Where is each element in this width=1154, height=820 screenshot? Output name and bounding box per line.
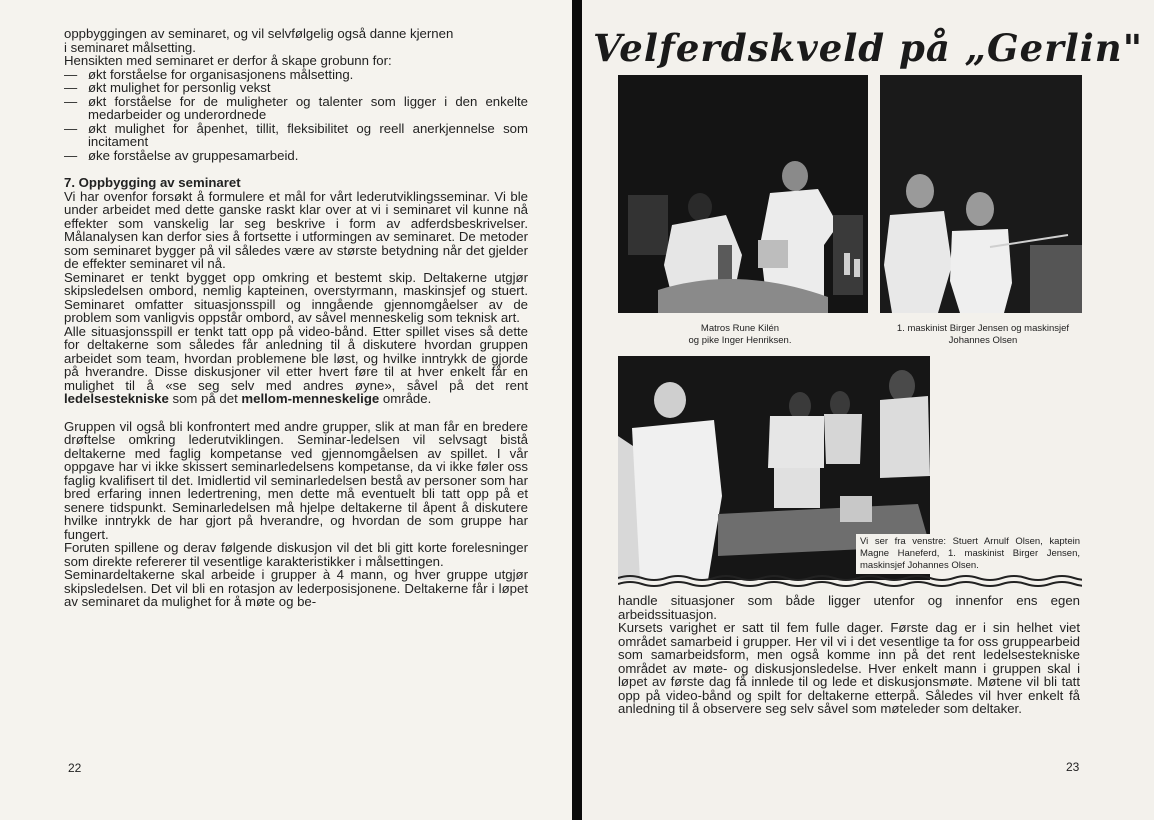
photo3-caption: Vi ser fra venstre: Stuert Arnulf Olsen, kaptein Magne Haneferd, 1. maskinist Birger Jensen, maskinsjef Johannes Olsen. — [856, 534, 1084, 574]
right-text-column — [618, 594, 1080, 716]
bullet-item: — økt mulighet for åpenhet, tillit, fleksibilitet og reell anerkjennelse som incitament — [64, 120, 528, 149]
page-number: 23 — [1066, 760, 1080, 774]
page-number: 22 — [68, 761, 82, 775]
paragraph: Kursets varighet er satt til fem fulle dager. Første dag er i sin helhet viet området samarbeid i grupper. Her vil vi i det vesentlige ta for oss gruppearbeid som samarbeidsform, men også komme inn på det rent ledelsestekniske området av møte- og diskusjonsledelse. Hver enkelt mann i gruppen skal i løpet av første dag få innlede til og lede et diskusjonsmøte. Møtene vil bli tatt opp på video-bånd og spilt for deltakerne etterpå. Således vil hver enkelt få anledning til å observere seg selv såvel som møteleder som deltaker. — [618, 620, 1080, 716]
bullet-item: — økt mulighet for personlig vekst — [64, 80, 271, 95]
paragraph: handle situasjoner som både ligger utenfor og innenfor ens egen arbeidssituasjon. — [618, 593, 1080, 622]
left-page — [0, 0, 572, 820]
photo-jensen-olsen — [880, 75, 1082, 313]
bullet-item: — økt forståelse for de muligheter og talenter som ligger i den enkelte medarbeider og underordnede — [64, 93, 528, 122]
bullet-item: — økt forståelse for organisasjonens målsetting. — [64, 66, 354, 82]
paragraph: Vi har ovenfor forsøkt å formulere et mål for vårt lederutviklingsseminar. Vi ble under arbeidet med dette ganske raskt klar over at vi i seminaret vil kunne nå effekter som vanskelig lar seg beskrive i form av adferdsbeskrivelser. Målanalysen kan derfor sies å fortsette i utformingen av seminaret. De metoder som seminaret bygger på vil således være av største betydning når det gjelder de effekter seminaret vil nå. — [64, 188, 528, 271]
book-gutter — [572, 0, 582, 820]
left-text-column — [64, 27, 528, 609]
bullet-item: — øke forståelse av gruppesamarbeid. — [64, 147, 299, 163]
paragraph: Seminardeltakerne skal arbeide i grupper à 4 mann, og hver gruppe utgjør skipsledelsen. Det vil bli en rotasjon av lederposisjonene. Deltakerne får i løpet av seminaret da mulighet for å møte og be- — [64, 567, 528, 609]
photo2-caption: 1. maskinist Birger Jensen og maskinsjef Johannes Olsen — [896, 323, 1070, 346]
paragraph: Seminaret er tenkt bygget opp omkring et bestemt skip. Deltakerne utgjør skipsledelsen ombord, nemlig kapteinen, overstyrmann, maskinsjef og stuert. Seminaret omfatter situasjonsspill og inngående gjennomgåelser av de problem som vanligvis oppstår ombord, av såvel menneskelig som teknisk art. — [64, 269, 528, 325]
intro-line: Hensikten med seminaret er derfor å skape grobunn for: — [64, 53, 392, 68]
photo1-caption: Matros Rune Kilén og pike Inger Henriksen. — [688, 323, 792, 346]
photo-kilen-henriksen — [618, 75, 868, 313]
paragraph: Alle situasjonsspill er tenkt tatt opp på video-bånd. Etter spillet vises så dette for deltakerne som således får anledning til å diskutere hvordan gruppen arbeidet som team, hvordan problemene ble løst, og hvilke inntrykk de gjorde på hverandre. Disse diskusjoner vil etter hvert føre til at hver enkelt får en mulighet til å «se seg selv med andres øyne», såvel på det rent ledelsestekniske som på det mellom-menneskelige område. — [64, 323, 528, 406]
intro-line: oppbyggingen av seminaret, og vil selvfølgelig også danne kjernen — [64, 26, 454, 41]
section-heading: 7. Oppbygging av seminaret — [64, 175, 241, 190]
wave-divider — [618, 572, 1082, 592]
paragraph: Gruppen vil også bli konfrontert med andre grupper, slik at man får en bredere drøftelse omkring lederutviklingen. Seminar-ledelsen vil selvsagt bistå deltakerne med faglig kompetanse ved gjennomgåelsen av spillet. I vår oppgave har vi ikke skissert seminarledelsens kompetanse, da vi ikke føler oss faglig kvalifisert til det. Imidlertid vil seminarledelsen bestå av personer som har bred erfaring innen ledertrening, men dette må eventuelt bli tatt opp på et senere tidspunkt. Seminarledelsen må hjelpe deltakerne til åpent å diskutere hvilke inntrykk de har gjort på hverandre, og hvordan de som gruppe har fungert. — [64, 418, 528, 542]
right-page — [582, 0, 1154, 820]
paragraph: Foruten spillene og derav følgende diskusjon vil det bli gitt korte forelesninger som direkte refererer til vesentlige karakteristikker i målsettingen. — [64, 540, 528, 569]
page-title: Velferdskveld på „Gerlin" — [593, 26, 1143, 70]
intro-line: i seminaret målsetting. — [64, 39, 196, 55]
